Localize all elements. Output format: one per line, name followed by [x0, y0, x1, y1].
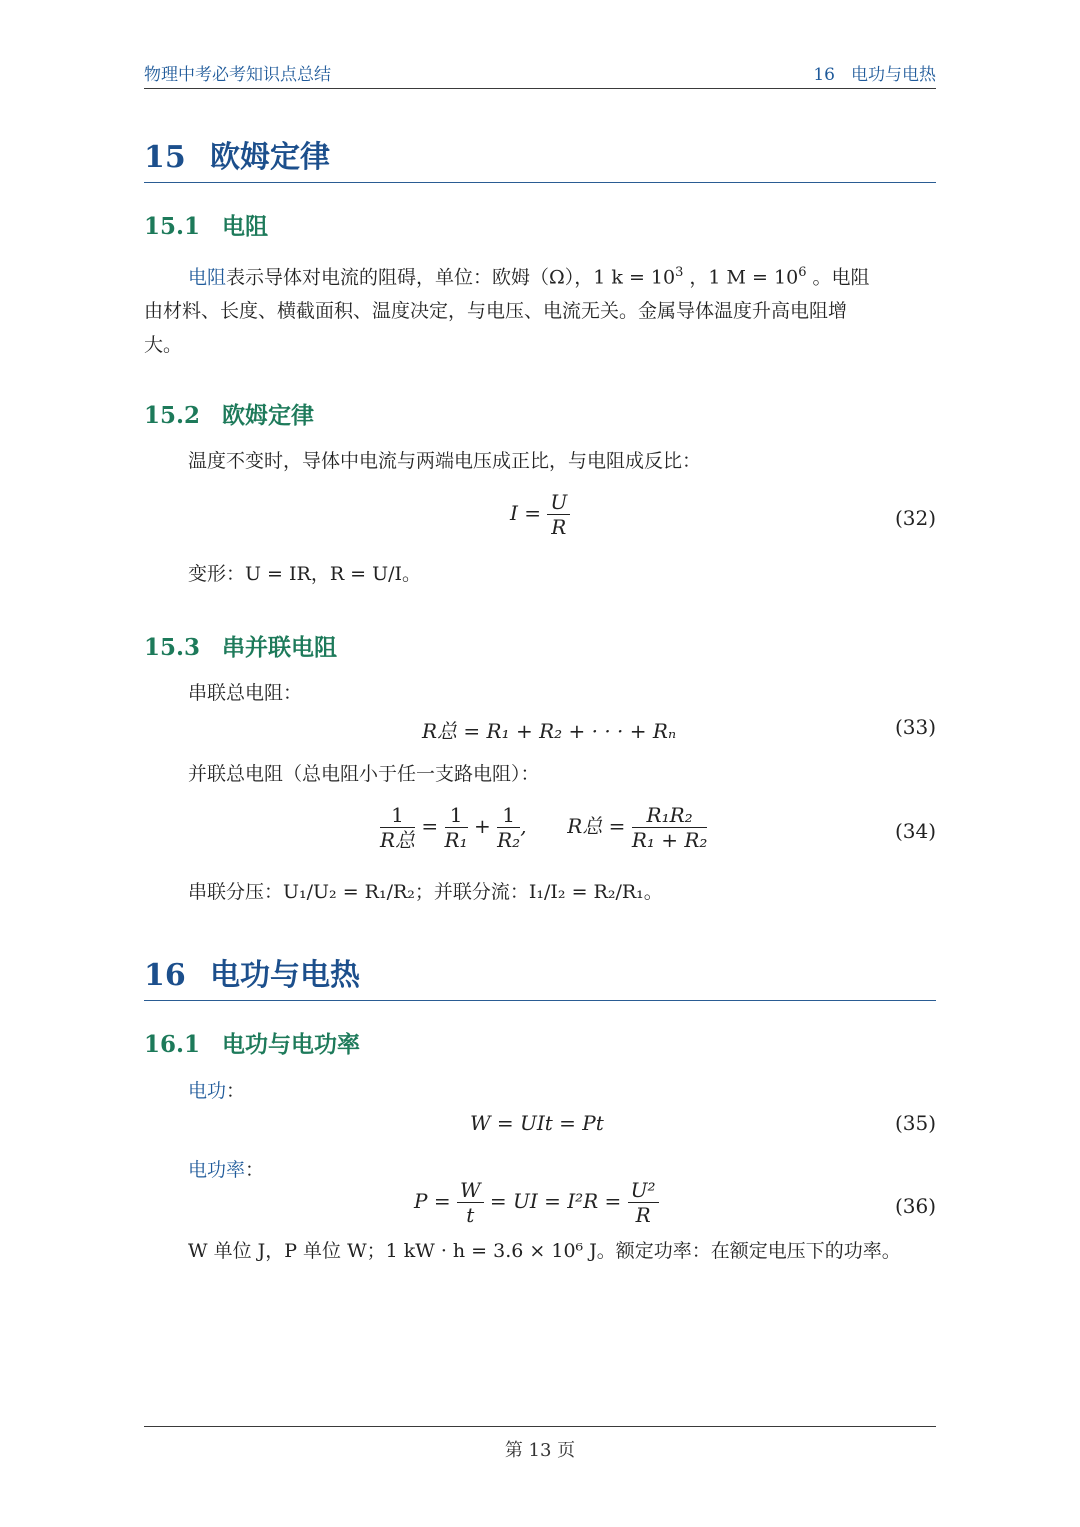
eq34-denominator-4: R₁ + R₂ [631, 828, 708, 852]
eq34-fraction-3 [497, 803, 520, 852]
eq36-lhs: P = [414, 1189, 451, 1213]
power-colon: ： [245, 1159, 265, 1181]
resistance-line-3: 大。 [144, 334, 183, 357]
resistance-exp-6: 6 [798, 265, 807, 280]
eq34-numerator-4: R₁R₂ [632, 803, 708, 828]
page-number: 第 13 页 [504, 1440, 576, 1461]
resistance-keyword: 电阻 [188, 266, 227, 289]
subsection-title: 欧姆定律 [222, 403, 314, 429]
eq36-numerator-1: W [457, 1178, 484, 1203]
eq34-equals: = [421, 814, 439, 838]
eq34-numerator-1: 1 [380, 803, 415, 828]
equation-32-body [510, 490, 570, 539]
equation-number: (34) [894, 819, 936, 843]
section-heading-15 [144, 132, 936, 183]
eq32-denominator: R [551, 515, 567, 539]
equation-35 [144, 1111, 936, 1141]
header-chapter-title: 电功与电热 [851, 65, 936, 85]
header-book-title: 物理中考必考知识点总结 [144, 65, 331, 85]
eq34-fraction-1 [380, 803, 415, 852]
subsection-title: 电功与电功率 [222, 1032, 360, 1058]
eq34-fraction-4 [632, 803, 708, 852]
eq34-lhs-2: R总 = [567, 814, 626, 838]
subsection-heading-15-2 [144, 397, 314, 430]
equation-35-body: W = UIt = Pt [470, 1111, 604, 1135]
series-label: 串联总电阻： [188, 682, 303, 704]
eq34-denominator-1: R总 [380, 828, 416, 852]
resistance-exp-3: 3 [675, 265, 684, 280]
eq34-numerator-3: 1 [497, 803, 520, 828]
header-chapter-number: 16 [813, 65, 835, 85]
subsection-number: 16.1 [144, 1031, 201, 1058]
eq34-plus: + [473, 814, 491, 838]
equation-36-body [414, 1178, 659, 1227]
eq34-fraction-2 [445, 803, 468, 852]
subsection-title: 电阻 [222, 214, 268, 240]
resistance-line-2: 由材料、长度、横截面积、温度决定，与电压、电流无关。金属导体温度升高电阻增 [144, 300, 848, 323]
equation-33-body: R总 = R₁ + R₂ + · · · + Rₙ [422, 719, 677, 743]
ohm-variant-text: 变形：U = IR，R = U/I。 [188, 563, 422, 585]
subsection-heading-16-1 [144, 1026, 360, 1059]
equation-number: (35) [894, 1111, 936, 1135]
resistance-paragraph [144, 256, 936, 362]
subsection-heading-15-3 [144, 629, 337, 662]
resistance-text-2: ，1 M = 10 [683, 266, 799, 289]
eq36-denominator-2: R [635, 1203, 651, 1227]
resistance-text-3: 。电阻 [806, 266, 870, 289]
equation-34 [144, 803, 936, 859]
eq32-lhs: I = [510, 501, 542, 525]
eq36-fraction-1 [457, 1178, 484, 1227]
resistance-text-1: 表示导体对电流的阻碍，单位：欧姆（Ω），1 k = 10 [226, 266, 676, 289]
ohm-intro-text: 温度不变时，导体中电流与两端电压成正比，与电阻成反比： [188, 450, 702, 472]
eq36-fraction-2 [628, 1178, 659, 1227]
section-title: 电功与电热 [210, 958, 360, 993]
work-colon: ： [226, 1080, 246, 1102]
eq34-numerator-2: 1 [445, 803, 468, 828]
units-text: W 单位 J，P 单位 W；1 kW · h = 3.6 × 10⁶ J。额定功率：在额定电压下的功率。 [188, 1240, 901, 1262]
footer-rule [144, 1426, 936, 1427]
running-header [144, 60, 936, 89]
work-label [188, 1076, 245, 1106]
equation-32 [144, 490, 936, 546]
eq36-numerator-2: U² [628, 1178, 659, 1203]
power-keyword: 电功率 [188, 1159, 246, 1181]
section-title: 欧姆定律 [210, 140, 330, 175]
equation-number: (32) [894, 506, 936, 530]
eq34-denominator-3: R₂ [497, 828, 521, 852]
eq32-numerator: U [547, 490, 570, 515]
resistance-line-1 [144, 256, 936, 294]
eq34-denominator-2: R₁ [444, 828, 468, 852]
header-chapter [797, 60, 936, 85]
eq36-middle: = UI = I²R = [489, 1189, 622, 1213]
equation-33 [144, 715, 936, 745]
eq32-fraction [547, 490, 570, 539]
equation-number: (36) [894, 1194, 936, 1218]
section-heading-16 [144, 950, 936, 1001]
section-number: 15 [144, 140, 186, 175]
divider-text: 串联分压：U₁/U₂ = R₁/R₂；并联分流：I₁/I₂ = R₂/R₁。 [188, 881, 663, 903]
equation-34-body [380, 803, 707, 852]
eq34-separator: , [520, 814, 527, 838]
parallel-label: 并联总电阻（总电阻小于任一支路电阻）： [188, 763, 540, 785]
equation-number: (33) [894, 715, 936, 739]
subsection-number: 15.2 [144, 402, 201, 429]
subsection-heading-15-1 [144, 208, 268, 241]
equation-36 [144, 1178, 936, 1234]
subsection-number: 15.3 [144, 634, 201, 661]
subsection-number: 15.1 [144, 213, 201, 240]
subsection-title: 串并联电阻 [222, 635, 337, 661]
eq36-denominator-1: t [466, 1203, 475, 1227]
section-number: 16 [144, 958, 186, 993]
work-keyword: 电功 [188, 1080, 227, 1102]
